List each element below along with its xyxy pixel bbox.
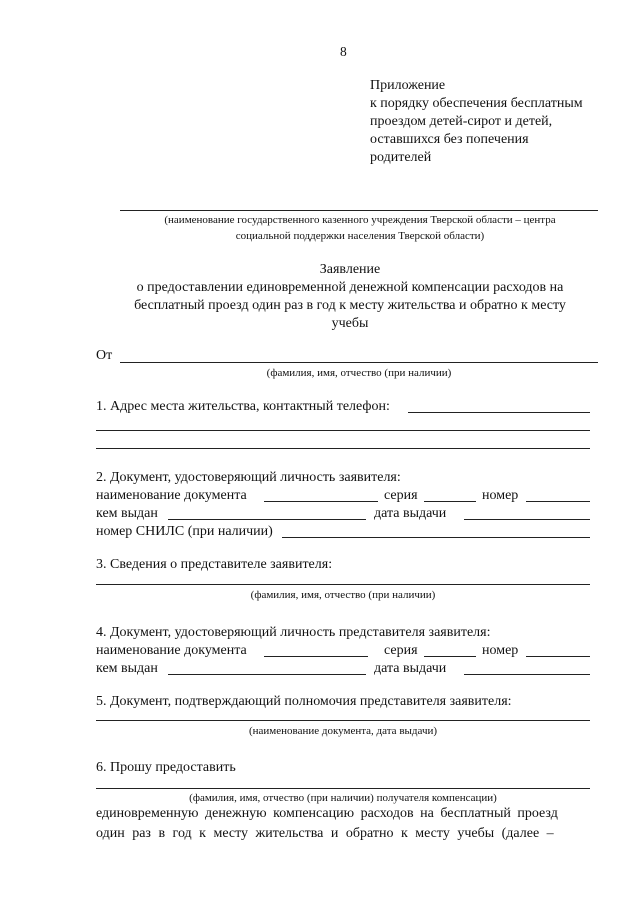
number-label: номер (482, 488, 519, 503)
authority-document-field[interactable] (96, 720, 590, 721)
document-name-label: наименование документа (96, 488, 247, 503)
representative-heading: 3. Сведения о представителе заявителя: (96, 557, 333, 572)
issue-date-label: дата выдачи (374, 661, 447, 676)
applicant-name-field[interactable] (120, 362, 598, 363)
number-field[interactable] (526, 501, 590, 502)
appendix-line: Приложение (370, 78, 446, 93)
rep-document-name-field[interactable] (264, 656, 368, 657)
issue-date-label: дата выдачи (374, 506, 447, 521)
appendix-line: к порядку обеспечения бесплатным (370, 96, 583, 111)
rep-series-field[interactable] (424, 656, 476, 657)
representative-name-field[interactable] (96, 584, 590, 585)
issued-by-label: кем выдан (96, 661, 158, 676)
document-name-label: наименование документа (96, 643, 247, 658)
page-number: 8 (340, 44, 347, 59)
form-subtitle: о предоставлении единовременной денежной компенсации расходов на (136, 280, 564, 295)
recipient-name-caption: (фамилия, имя, отчество (при наличии) получателя компенсации) (189, 792, 497, 804)
issued-by-field[interactable] (168, 519, 366, 520)
recipient-name-field[interactable] (96, 788, 590, 789)
request-heading: 6. Прошу предоставить (96, 760, 236, 775)
request-body-line: один раз в год к месту жительства и обратно к месту учебы (далее – (96, 826, 554, 841)
institution-caption: (наименование государственного казенного учреждения Тверской области – центра (164, 214, 556, 226)
appendix-line: проездом детей-сирот и детей, (370, 114, 553, 129)
request-body-line: единовременную денежную компенсацию расходов на бесплатный проезд (96, 806, 558, 821)
appendix-line: оставшихся без попечения (370, 132, 529, 147)
issue-date-field[interactable] (464, 519, 590, 520)
snils-label: номер СНИЛС (при наличии) (96, 524, 273, 539)
representative-document-heading: 4. Документ, удостоверяющий личность представителя заявителя: (96, 625, 491, 640)
series-label: серия (384, 488, 418, 503)
address-label: 1. Адрес места жительства, контактный телефон: (96, 399, 390, 414)
form-subtitle: бесплатный проезд один раз в год к месту жительства и обратно к месту (134, 298, 566, 313)
snils-field[interactable] (282, 537, 590, 538)
form-title: Заявление (319, 262, 381, 277)
appendix-line: родителей (370, 150, 432, 165)
applicant-document-heading: 2. Документ, удостоверяющий личность заявителя: (96, 470, 401, 485)
rep-number-field[interactable] (526, 656, 590, 657)
document-name-field[interactable] (264, 501, 378, 502)
rep-issue-date-field[interactable] (464, 674, 590, 675)
address-field[interactable] (408, 412, 590, 413)
institution-caption: социальной поддержки населения Тверской области) (235, 230, 485, 242)
authority-document-heading: 5. Документ, подтверждающий полномочия представителя заявителя: (96, 694, 512, 709)
series-field[interactable] (424, 501, 476, 502)
number-label: номер (482, 643, 519, 658)
applicant-name-caption: (фамилия, имя, отчество (при наличии) (266, 367, 452, 379)
issued-by-label: кем выдан (96, 506, 158, 521)
address-field-line2[interactable] (96, 430, 590, 431)
from-label: От (96, 348, 113, 363)
address-field-line3[interactable] (96, 448, 590, 449)
representative-name-caption: (фамилия, имя, отчество (при наличии) (250, 589, 436, 601)
form-subtitle: учебы (331, 316, 369, 331)
series-label: серия (384, 643, 418, 658)
authority-document-caption: (наименование документа, дата выдачи) (248, 725, 438, 737)
rep-issued-by-field[interactable] (168, 674, 366, 675)
institution-name-field[interactable] (120, 210, 598, 211)
